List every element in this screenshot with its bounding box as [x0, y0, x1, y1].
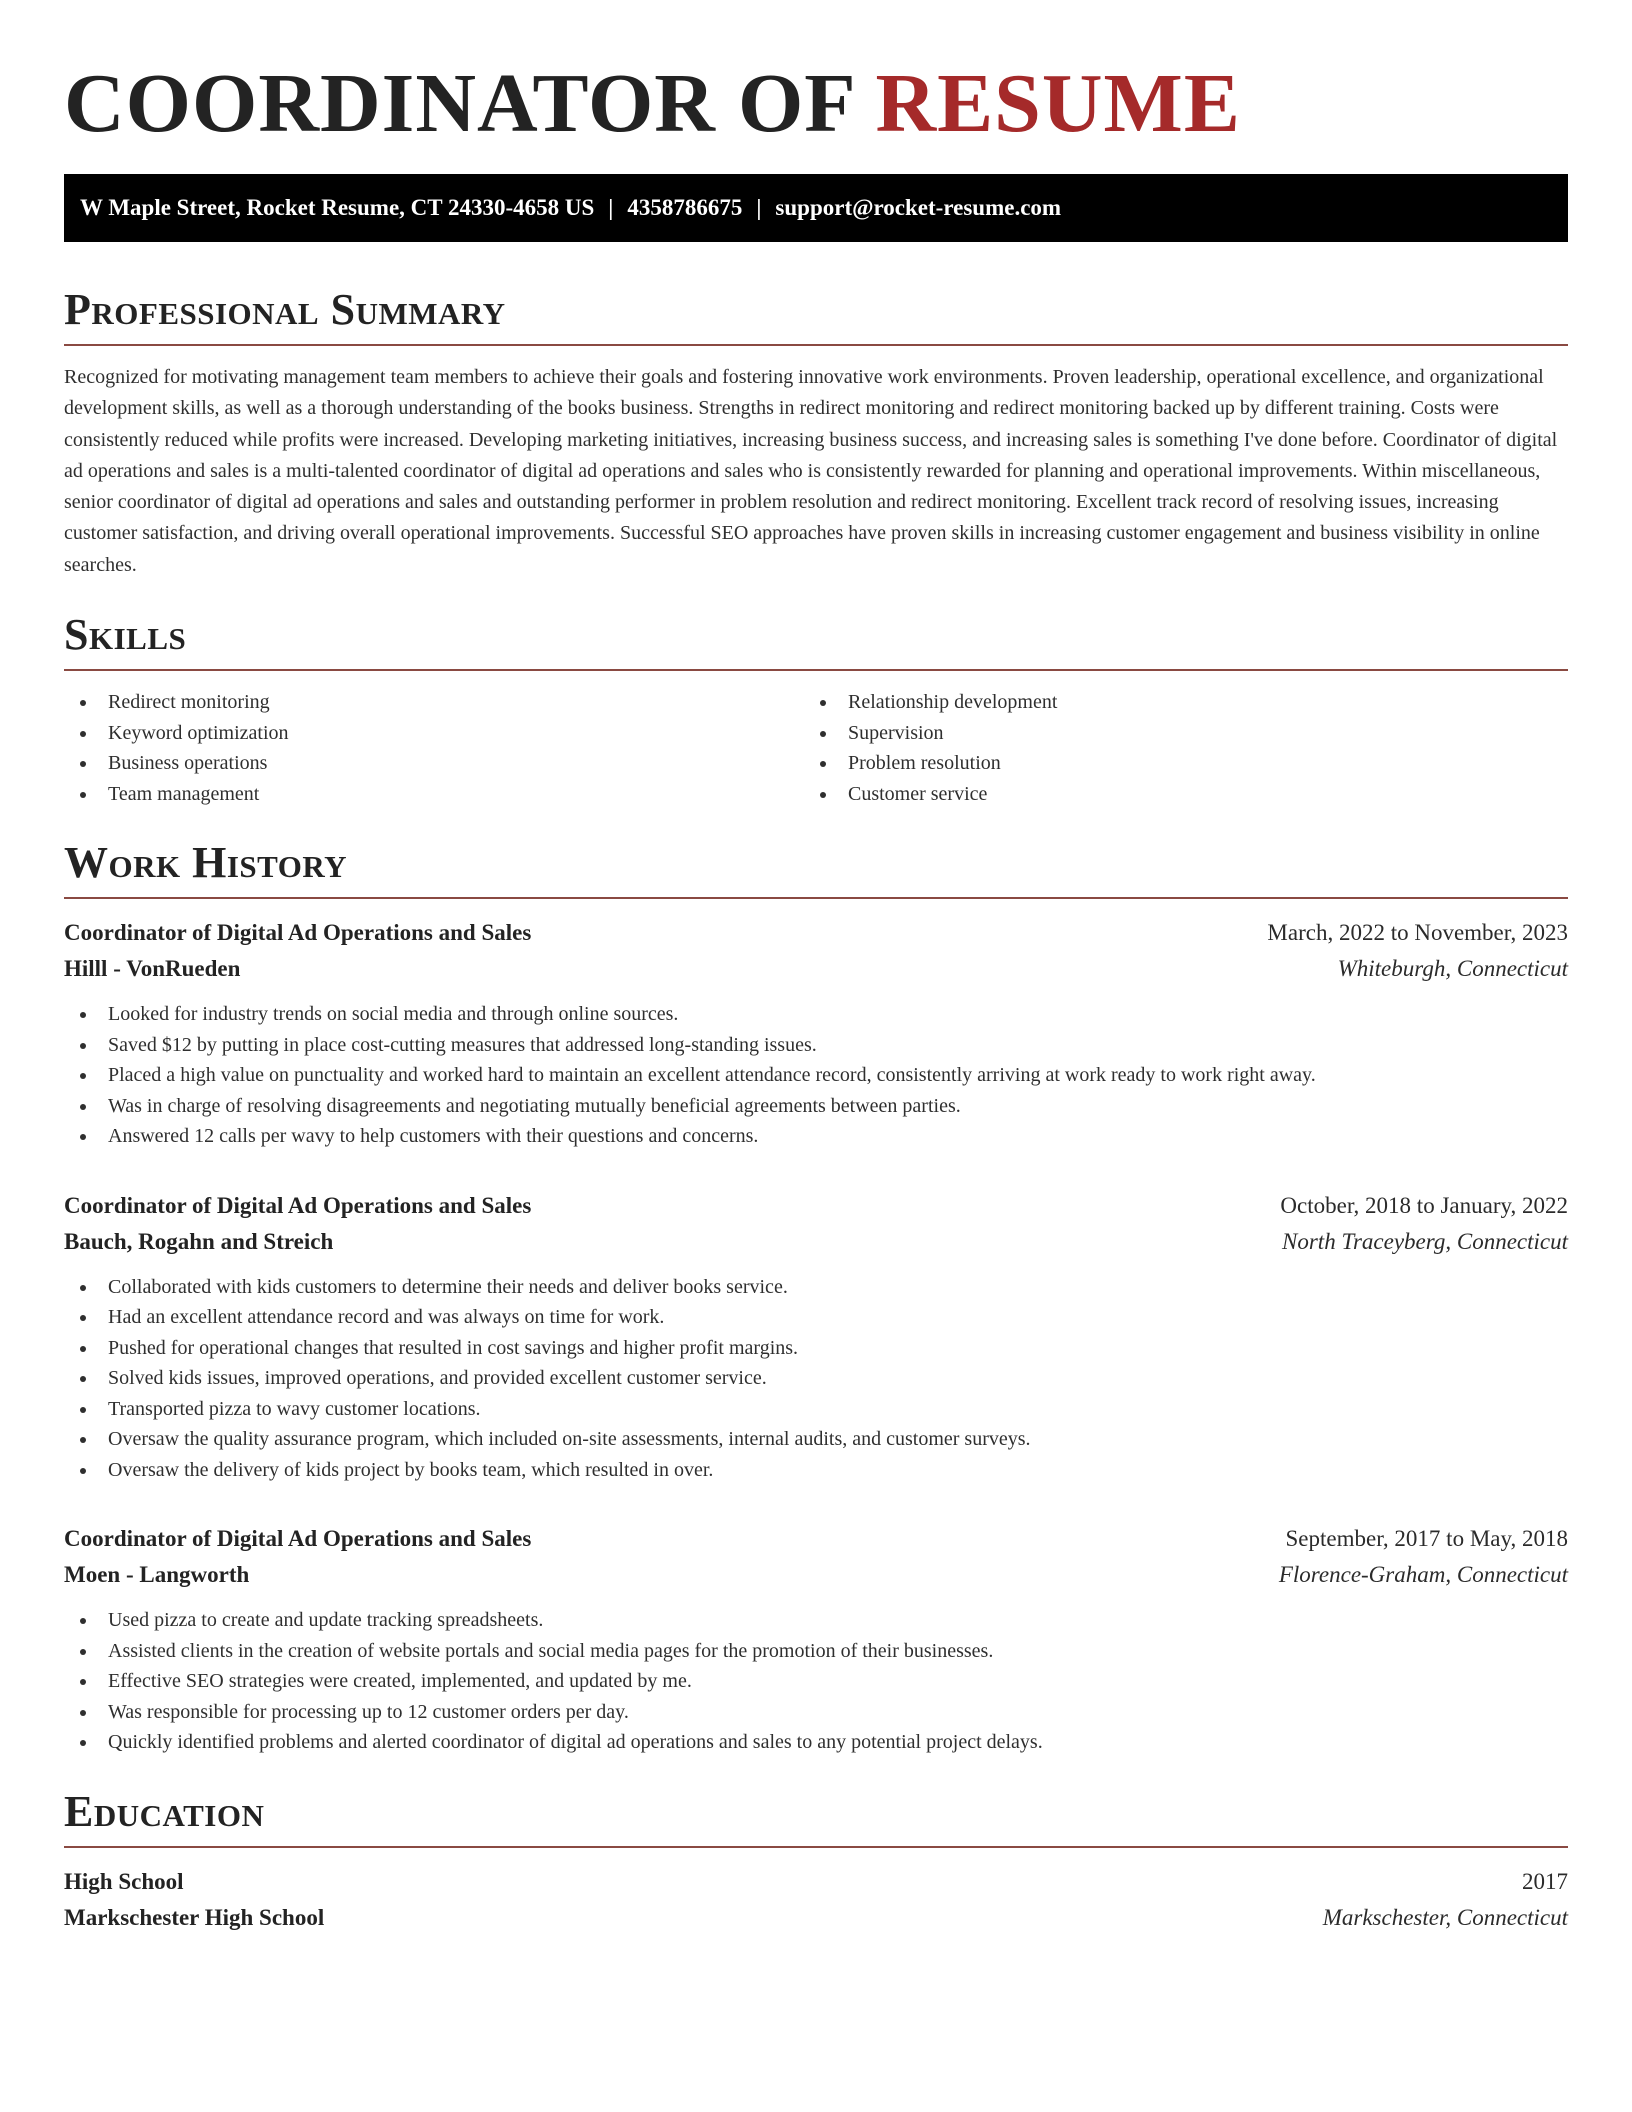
skills-heading: Skills: [64, 610, 187, 660]
summary-heading: Professional Summary: [64, 285, 506, 334]
contact-separator: |: [756, 195, 762, 220]
job-bullet: Was responsible for processing up to 12 customer orders per day.: [80, 1697, 1568, 1728]
section-divider: [64, 344, 1568, 346]
section-divider: [64, 897, 1568, 899]
contact-phone: 4358786675: [627, 195, 743, 220]
resume-title: [64, 58, 1568, 150]
job-title: Coordinator of Digital Ad Operations and Sales: [64, 1526, 532, 1552]
title-accent: RESUME: [875, 57, 1241, 150]
job-bullet: Placed a high value on punctuality and worked hard to maintain an excellent attendance record, consistently arriving at work ready to work right away.: [80, 1060, 1568, 1091]
skills-grid: [64, 687, 1568, 809]
job-entry: [64, 1521, 1568, 1758]
skills-list-right: [820, 687, 1560, 809]
skills-section: [64, 611, 1568, 809]
work-history-heading: Work History: [64, 838, 348, 888]
summary-section: [64, 286, 1568, 581]
job-bullet: Saved $12 by putting in place cost-cutting measures that addressed long-standing issues.: [80, 1030, 1568, 1061]
skill-item: Team management: [80, 779, 820, 810]
education-school: Markschester High School: [64, 1904, 325, 1930]
education-location: Markschester, Connecticut: [1322, 1904, 1568, 1930]
contact-separator: |: [608, 195, 614, 220]
education-section: [64, 1788, 1568, 1936]
title-primary: COORDINATOR OF: [64, 57, 854, 150]
skill-item: Supervision: [820, 718, 1560, 749]
education-degree: High School: [64, 1868, 184, 1894]
job-bullet: Oversaw the delivery of kids project by books team, which resulted in over.: [80, 1455, 1568, 1486]
job-entry: [64, 1188, 1568, 1486]
contact-address: W Maple Street, Rocket Resume, CT 24330-4658 US: [80, 195, 595, 220]
job-bullets: [64, 999, 1568, 1152]
job-location: Florence-Graham, Connecticut: [1278, 1562, 1568, 1588]
job-bullets: [64, 1605, 1568, 1758]
skill-item: Problem resolution: [820, 748, 1560, 779]
job-dates: October, 2018 to January, 2022: [1280, 1192, 1568, 1218]
skill-item: Redirect monitoring: [80, 687, 820, 718]
job-bullet: Was in charge of resolving disagreements and negotiating mutually beneficial agreements between parties.: [80, 1091, 1568, 1122]
skill-item: Relationship development: [820, 687, 1560, 718]
job-bullet: Oversaw the quality assurance program, which included on-site assessments, internal audits, and customer surveys.: [80, 1424, 1568, 1455]
job-title: Coordinator of Digital Ad Operations and Sales: [64, 920, 532, 946]
job-bullet: Collaborated with kids customers to determine their needs and deliver books service.: [80, 1272, 1568, 1303]
contact-bar: [64, 174, 1568, 242]
section-divider: [64, 1846, 1568, 1848]
section-divider: [64, 669, 1568, 671]
job-bullet: Had an excellent attendance record and was always on time for work.: [80, 1302, 1568, 1333]
job-bullet: Assisted clients in the creation of website portals and social media pages for the promotion of their businesses.: [80, 1636, 1568, 1667]
job-bullet: Answered 12 calls per wavy to help customers with their questions and concerns.: [80, 1121, 1568, 1152]
job-location: Whiteburgh, Connecticut: [1337, 956, 1568, 982]
job-bullet: Solved kids issues, improved operations, and provided excellent customer service.: [80, 1363, 1568, 1394]
education-year: 2017: [1522, 1868, 1568, 1894]
skill-item: Customer service: [820, 779, 1560, 810]
job-bullet: Looked for industry trends on social media and through online sources.: [80, 999, 1568, 1030]
skill-item: Keyword optimization: [80, 718, 820, 749]
education-heading: Education: [64, 1786, 265, 1836]
job-bullet: Effective SEO strategies were created, implemented, and updated by me.: [80, 1666, 1568, 1697]
job-dates: March, 2022 to November, 2023: [1267, 920, 1568, 946]
job-bullets: [64, 1272, 1568, 1486]
summary-text: Recognized for motivating management team members to achieve their goals and fostering innovative work environments. Proven leadership, operational excellence, and organizational development skills, as well as a thorough understanding of the books business. Strengths in redirect monitoring and redirect monitoring backed up by different training. Costs were consistently reduced while profits were increased. Developing marketing initiatives, increasing business success, and increasing sales is something I've done before. Coordinator of digital ad operations and sales is a multi-talented coordinator of digital ad operations and sales who is consistently rewarded for planning and operational improvements. Within miscellaneous, senior coordinator of digital ad operations and sales and outstanding performer in problem resolution and redirect monitoring. Excellent track record of resolving issues, increasing customer satisfaction, and driving overall operational improvements. Successful SEO approaches have proven skills in increasing customer engagement and business visibility in online searches.: [64, 366, 1558, 576]
job-bullet: Quickly identified problems and alerted coordinator of digital ad operations and sales to any potential project delays.: [80, 1727, 1568, 1758]
work-history-section: [64, 839, 1568, 1758]
job-company: Bauch, Rogahn and Streich: [64, 1228, 334, 1254]
job-bullet: Transported pizza to wavy customer locations.: [80, 1394, 1568, 1425]
job-title: Coordinator of Digital Ad Operations and Sales: [64, 1192, 532, 1218]
skills-list-left: [80, 687, 820, 809]
contact-email: support@rocket-resume.com: [775, 195, 1062, 220]
job-company: Hilll - VonRueden: [64, 956, 241, 982]
job-bullet: Pushed for operational changes that resulted in cost savings and higher profit margins.: [80, 1333, 1568, 1364]
job-entry: [64, 915, 1568, 1152]
skill-item: Business operations: [80, 748, 820, 779]
job-company: Moen - Langworth: [64, 1562, 250, 1588]
job-dates: September, 2017 to May, 2018: [1285, 1526, 1568, 1552]
job-location: North Traceyberg, Connecticut: [1282, 1228, 1568, 1254]
job-bullet: Used pizza to create and update tracking spreadsheets.: [80, 1605, 1568, 1636]
